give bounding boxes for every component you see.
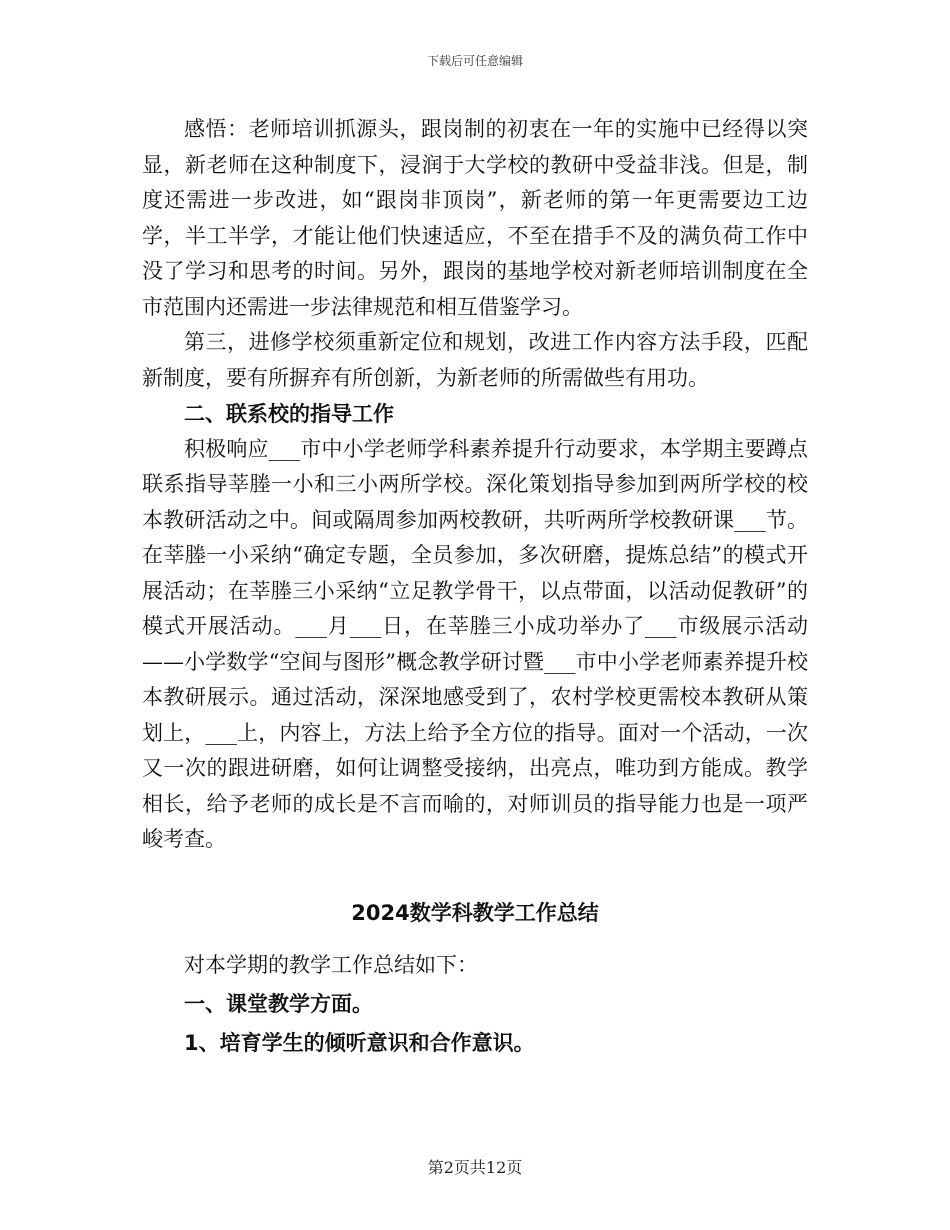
document-body xyxy=(142,112,808,858)
section-heading-liaison-schools: 二、联系校的指导工作 xyxy=(184,401,394,426)
paragraph-third-point: 第三，进修学校须重新定位和规划，改进工作内容方法手段，匹配新制度，要有所摒弃有所创新，为新老师的所需做些有用功。 xyxy=(142,330,808,390)
page-number-footer: 第2页共12页 xyxy=(427,1158,523,1177)
subheading-listening-cooperation: 1、培育学生的倾听意识和合作意识。 xyxy=(184,1031,535,1055)
summary-section xyxy=(142,946,808,1063)
paragraph-reflection: 感悟：老师培训抓源头，跟岗制的初衷在一年的实施中已经得以突显，新老师在这种制度下，浸润于大学校的教研中受益非浅。但是，制度还需进一步改进，如“跟岗非顶岗”，新老师的第一年更需要边工边学，半工半学，才能让他们快速适应，不至在措手不及的满负荷工作中没了学习和思考的时间。另外，跟岗的基地学校对新老师培训制度在全市范围内还需进一步法律规范和相互借鉴学习。 xyxy=(142,117,808,319)
paragraph-liaison-guidance: 积极响应___市中小学老师学科素养提升行动要求，本学期主要蹲点联系指导莘塍一小和三小两所学校。深化策划指导参加到两所学校的校本教研活动之中。间或隔周参加两校教研，共听两所学校教研课___节。在莘塍一小采纳“确定专题，全员参加，多次研磨，提炼总结”的模式开展活动；在莘塍三小采纳“立足教学骨干，以点带面，以活动促教研”的模式开展活动。___月___日，在莘塍三小成功举办了___市级展示活动——小学数学“空间与图形”概念教学研讨暨___市中小学老师素养提升校本教研展示。通过活动，深深地感受到了，农村学校更需校本教研从策划上，___上，内容上，方法上给予全方位的指导。面对一个活动，一次又一次的跟进研磨，如何让调整受接纳，出亮点，唯功到方能成。教学相长，给予老师的成长是不言而喻的，对师训员的指导能力也是一项严峻考查。 xyxy=(142,436,808,851)
page-header-note: 下载后可任意编辑 xyxy=(426,54,523,68)
document-title: 2024数学科教学工作总结 xyxy=(351,901,599,925)
section-heading-classroom-teaching: 一、课堂教学方面。 xyxy=(184,992,373,1016)
summary-intro: 对本学期的教学工作总结如下： xyxy=(184,953,478,977)
